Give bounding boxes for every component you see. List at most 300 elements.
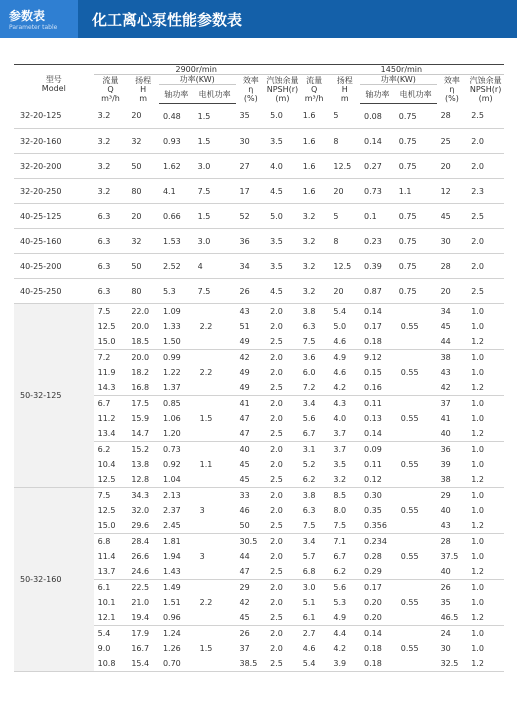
value-line: 1.51 bbox=[162, 598, 181, 607]
value-cell bbox=[437, 626, 468, 672]
motor-power-cell: 0.55 bbox=[395, 442, 437, 488]
value-line: 38.5 bbox=[239, 659, 258, 668]
table-row bbox=[14, 488, 504, 534]
value-cell: 3.2 bbox=[94, 129, 128, 154]
flow-unit-2: m³/h bbox=[304, 93, 324, 103]
value-cell: 0.93 bbox=[159, 129, 194, 154]
npsh-label: 汽蚀余量 bbox=[266, 75, 299, 85]
value-line: 34 bbox=[440, 307, 451, 316]
grouped-rows bbox=[14, 304, 504, 672]
value-cell bbox=[329, 304, 360, 350]
value-cell: 1.5 bbox=[194, 104, 236, 129]
value-line: 30 bbox=[440, 644, 451, 653]
value-cell: 20 bbox=[437, 154, 468, 179]
motor-power-header: 电机功率 bbox=[194, 85, 236, 104]
value-line: 29 bbox=[440, 491, 451, 500]
value-line: 1.0 bbox=[471, 322, 484, 331]
value-line: 1.0 bbox=[471, 399, 484, 408]
value-cell bbox=[159, 580, 194, 626]
value-cell bbox=[299, 534, 330, 580]
value-cell: 0.87 bbox=[360, 279, 395, 304]
value-cell: 4.5 bbox=[266, 179, 299, 204]
value-line: 40 bbox=[239, 445, 250, 454]
value-line: 6.2 bbox=[302, 475, 316, 484]
eff-symbol: η bbox=[248, 84, 254, 94]
value-cell: 35 bbox=[236, 104, 267, 129]
value-line: 6.3 bbox=[302, 322, 316, 331]
motor-power-cell: 3 bbox=[194, 488, 236, 534]
value-line: 6.1 bbox=[97, 583, 111, 592]
power-header-2: 功率(KW) bbox=[360, 75, 437, 85]
value-cell: 0.48 bbox=[159, 104, 194, 129]
table-header bbox=[14, 65, 504, 104]
value-line: 15.0 bbox=[97, 521, 116, 530]
value-line: 3.0 bbox=[302, 583, 316, 592]
value-cell bbox=[266, 442, 299, 488]
value-line: 4.6 bbox=[333, 337, 347, 346]
value-line: 14.7 bbox=[131, 429, 150, 438]
value-line: 3.8 bbox=[302, 491, 316, 500]
value-cell bbox=[329, 396, 360, 442]
value-cell: 5 bbox=[329, 204, 360, 229]
value-cell bbox=[437, 534, 468, 580]
value-line: 17.9 bbox=[131, 629, 150, 638]
value-cell bbox=[127, 534, 159, 580]
value-line: 2.0 bbox=[270, 445, 283, 454]
value-cell bbox=[127, 580, 159, 626]
value-line: 41 bbox=[440, 414, 451, 423]
value-line: 24 bbox=[440, 629, 451, 638]
value-line: 1.2 bbox=[471, 429, 484, 438]
value-line: 40 bbox=[440, 567, 451, 576]
value-line: 2.5 bbox=[270, 383, 283, 392]
value-line: 0.14 bbox=[364, 429, 382, 438]
value-line: 14.3 bbox=[97, 383, 116, 392]
value-line: 44 bbox=[440, 337, 451, 346]
value-line: 29 bbox=[239, 583, 250, 592]
value-line: 4.0 bbox=[333, 414, 347, 423]
value-cell bbox=[437, 580, 468, 626]
value-line: 1.94 bbox=[162, 552, 181, 561]
speed-header-2900: 2900r/min bbox=[94, 65, 299, 75]
value-line: 0.09 bbox=[364, 445, 382, 454]
value-cell: 4.0 bbox=[266, 154, 299, 179]
value-line: 2.0 bbox=[270, 537, 283, 546]
value-cell bbox=[127, 396, 159, 442]
value-cell bbox=[236, 442, 267, 488]
value-cell: 0.75 bbox=[395, 229, 437, 254]
value-line: 4.2 bbox=[333, 383, 347, 392]
value-line: 29.6 bbox=[131, 521, 150, 530]
value-cell: 3.2 bbox=[94, 154, 128, 179]
value-cell bbox=[94, 442, 128, 488]
value-cell bbox=[94, 396, 128, 442]
value-cell: 3.2 bbox=[299, 204, 330, 229]
flow-header bbox=[94, 75, 128, 104]
motor-power-header-2: 电机功率 bbox=[395, 85, 437, 104]
value-cell: 6.3 bbox=[94, 204, 128, 229]
value-line: 5.3 bbox=[333, 598, 347, 607]
value-cell bbox=[266, 396, 299, 442]
value-line: 42 bbox=[239, 353, 250, 362]
flow-label-2: 流量 bbox=[306, 75, 323, 85]
value-line: 20.0 bbox=[131, 322, 150, 331]
value-cell: 6.3 bbox=[94, 279, 128, 304]
npsh-label-2: 汽蚀余量 bbox=[469, 75, 502, 85]
value-line: 0.18 bbox=[364, 644, 382, 653]
value-line: 1.2 bbox=[471, 613, 484, 622]
value-line: 3.6 bbox=[302, 353, 316, 362]
value-line: 0.11 bbox=[364, 399, 382, 408]
value-line: 2.5 bbox=[270, 567, 283, 576]
value-cell: 5.0 bbox=[266, 204, 299, 229]
value-line: 38 bbox=[440, 353, 451, 362]
value-line: 9.12 bbox=[364, 353, 382, 362]
value-line: 15.2 bbox=[131, 445, 150, 454]
value-line: 26 bbox=[239, 629, 250, 638]
value-cell bbox=[127, 488, 159, 534]
value-cell bbox=[329, 350, 360, 396]
value-cell: 12.5 bbox=[329, 254, 360, 279]
value-cell: 8 bbox=[329, 229, 360, 254]
value-cell bbox=[299, 350, 330, 396]
value-cell: 3.2 bbox=[94, 104, 128, 129]
value-cell bbox=[437, 350, 468, 396]
value-line: 2.0 bbox=[270, 368, 283, 377]
eff-header bbox=[236, 75, 267, 104]
value-cell bbox=[329, 488, 360, 534]
value-line: 0.16 bbox=[364, 383, 382, 392]
speed-header-1450: 1450r/min bbox=[299, 65, 504, 75]
value-cell bbox=[299, 396, 330, 442]
value-cell bbox=[127, 304, 159, 350]
value-line: 47 bbox=[239, 429, 250, 438]
value-line: 1.50 bbox=[162, 337, 181, 346]
value-line: 0.15 bbox=[364, 368, 382, 377]
value-line: 3.7 bbox=[333, 429, 347, 438]
value-line: 1.0 bbox=[471, 552, 484, 561]
value-line: 49 bbox=[239, 337, 250, 346]
value-line: 7.2 bbox=[97, 353, 111, 362]
value-line: 1.04 bbox=[162, 475, 181, 484]
value-line: 6.8 bbox=[97, 537, 111, 546]
value-cell: 3.0 bbox=[194, 229, 236, 254]
value-line: 6.7 bbox=[97, 399, 111, 408]
value-cell bbox=[159, 534, 194, 580]
value-line: 7.5 bbox=[97, 491, 111, 500]
value-cell bbox=[437, 304, 468, 350]
value-cell: 5.3 bbox=[159, 279, 194, 304]
eff-symbol-2: η bbox=[449, 84, 455, 94]
value-line: 45 bbox=[239, 475, 250, 484]
value-line: 1.06 bbox=[162, 414, 181, 423]
value-line: 12.1 bbox=[97, 613, 116, 622]
value-line: 2.5 bbox=[270, 337, 283, 346]
section-tag-label: 参数表 bbox=[9, 9, 46, 23]
value-line: 0.11 bbox=[364, 460, 382, 469]
model-header-cn: 型号 bbox=[45, 75, 62, 85]
value-line: 51 bbox=[239, 322, 250, 331]
value-line: 0.99 bbox=[162, 353, 181, 362]
model-cell: 40-25-250 bbox=[14, 279, 94, 304]
value-line: 1.0 bbox=[471, 644, 484, 653]
value-line: 10.4 bbox=[97, 460, 116, 469]
value-cell: 3.2 bbox=[299, 229, 330, 254]
value-line: 4.3 bbox=[333, 399, 347, 408]
value-line: 45 bbox=[239, 460, 250, 469]
eff-unit: (%) bbox=[243, 93, 258, 103]
table-row bbox=[14, 179, 504, 204]
value-cell bbox=[467, 442, 504, 488]
value-cell bbox=[467, 488, 504, 534]
value-cell: 1.6 bbox=[299, 129, 330, 154]
model-cell: 40-25-160 bbox=[14, 229, 94, 254]
shaft-power-header-2: 轴功率 bbox=[360, 85, 395, 104]
value-line: 1.0 bbox=[471, 506, 484, 515]
value-line: 44 bbox=[239, 552, 250, 561]
value-cell: 3.2 bbox=[299, 279, 330, 304]
value-cell bbox=[467, 626, 504, 672]
value-cell: 7.5 bbox=[194, 179, 236, 204]
value-line: 6.7 bbox=[333, 552, 347, 561]
value-line: 1.26 bbox=[162, 644, 181, 653]
value-cell bbox=[266, 350, 299, 396]
npsh-symbol: NPSH(r) bbox=[266, 84, 299, 94]
value-line: 1.0 bbox=[471, 460, 484, 469]
value-line: 1.49 bbox=[162, 583, 181, 592]
motor-power-cell: 2.2 bbox=[194, 580, 236, 626]
section-tag bbox=[0, 0, 78, 38]
value-line: 2.0 bbox=[270, 353, 283, 362]
value-line: 26.6 bbox=[131, 552, 150, 561]
value-line: 1.0 bbox=[471, 598, 484, 607]
motor-power-cell: 1.5 bbox=[194, 626, 236, 672]
value-line: 5.1 bbox=[302, 598, 316, 607]
value-cell: 0.1 bbox=[360, 204, 395, 229]
flow-symbol: Q bbox=[107, 84, 114, 94]
value-cell: 30 bbox=[437, 229, 468, 254]
value-line: 5.6 bbox=[302, 414, 316, 423]
value-cell bbox=[299, 488, 330, 534]
value-cell bbox=[360, 580, 395, 626]
value-line: 0.17 bbox=[364, 322, 382, 331]
simple-rows bbox=[14, 104, 504, 304]
model-cell: 40-25-200 bbox=[14, 254, 94, 279]
value-line: 8.5 bbox=[333, 491, 347, 500]
value-line: 47 bbox=[239, 414, 250, 423]
value-line: 6.3 bbox=[302, 506, 316, 515]
value-cell: 28 bbox=[437, 104, 468, 129]
value-line: 0.18 bbox=[364, 337, 382, 346]
value-line: 2.0 bbox=[270, 583, 283, 592]
value-line: 12.5 bbox=[97, 506, 116, 515]
value-line: 16.8 bbox=[131, 383, 150, 392]
value-line: 1.2 bbox=[471, 337, 484, 346]
value-cell: 7.5 bbox=[194, 279, 236, 304]
value-cell bbox=[236, 304, 267, 350]
motor-power-cell: 3 bbox=[194, 534, 236, 580]
value-line: 1.0 bbox=[471, 307, 484, 316]
value-line: 6.2 bbox=[97, 445, 111, 454]
value-line: 7.5 bbox=[302, 521, 316, 530]
value-line: 2.0 bbox=[270, 414, 283, 423]
motor-power-cell: 0.55 bbox=[395, 580, 437, 626]
value-line: 2.5 bbox=[270, 659, 283, 668]
value-line: 0.13 bbox=[364, 414, 382, 423]
value-line: 2.0 bbox=[270, 629, 283, 638]
model-cell: 32-20-160 bbox=[14, 129, 94, 154]
value-line: 15.9 bbox=[131, 414, 150, 423]
value-cell bbox=[127, 350, 159, 396]
value-line: 43 bbox=[239, 307, 250, 316]
head-label: 扬程 bbox=[135, 75, 152, 85]
value-line: 1.81 bbox=[162, 537, 181, 546]
value-line: 1.0 bbox=[471, 368, 484, 377]
value-line: 13.4 bbox=[97, 429, 116, 438]
value-cell: 3.2 bbox=[94, 179, 128, 204]
value-line: 7.5 bbox=[302, 337, 316, 346]
value-cell: 27 bbox=[236, 154, 267, 179]
value-cell bbox=[360, 350, 395, 396]
value-cell: 50 bbox=[127, 154, 159, 179]
value-cell bbox=[266, 626, 299, 672]
head-header-2 bbox=[329, 75, 360, 104]
value-cell bbox=[467, 534, 504, 580]
value-cell: 3.5 bbox=[266, 229, 299, 254]
motor-power-cell: 2.2 bbox=[194, 350, 236, 396]
value-line: 40 bbox=[440, 506, 451, 515]
value-cell: 1.6 bbox=[299, 179, 330, 204]
npsh-unit: (m) bbox=[275, 93, 290, 103]
value-line: 38 bbox=[440, 475, 451, 484]
value-cell: 2.0 bbox=[467, 229, 504, 254]
table-row bbox=[14, 204, 504, 229]
motor-power-cell: 0.55 bbox=[395, 396, 437, 442]
value-line: 45 bbox=[239, 613, 250, 622]
value-cell bbox=[467, 350, 504, 396]
value-line: 6.8 bbox=[302, 567, 316, 576]
value-cell: 36 bbox=[236, 229, 267, 254]
value-line: 43 bbox=[440, 521, 451, 530]
value-line: 0.20 bbox=[364, 613, 382, 622]
value-line: 41 bbox=[239, 399, 250, 408]
value-cell bbox=[360, 304, 395, 350]
value-cell: 1.6 bbox=[299, 154, 330, 179]
value-line: 0.234 bbox=[364, 537, 387, 546]
value-line: 24.6 bbox=[131, 567, 150, 576]
value-cell: 0.73 bbox=[360, 179, 395, 204]
value-cell: 50 bbox=[127, 254, 159, 279]
value-line: 4.4 bbox=[333, 629, 347, 638]
value-cell: 20 bbox=[437, 279, 468, 304]
value-line: 3.9 bbox=[333, 659, 347, 668]
value-line: 13.7 bbox=[97, 567, 116, 576]
value-cell bbox=[467, 580, 504, 626]
value-line: 36 bbox=[440, 445, 451, 454]
value-line: 0.70 bbox=[162, 659, 181, 668]
value-line: 2.0 bbox=[270, 399, 283, 408]
eff-unit-2: (%) bbox=[444, 93, 459, 103]
value-cell: 6.3 bbox=[94, 229, 128, 254]
value-line: 32.5 bbox=[440, 659, 459, 668]
value-cell bbox=[266, 580, 299, 626]
value-cell: 2.3 bbox=[467, 179, 504, 204]
motor-power-cell: 0.55 bbox=[395, 350, 437, 396]
value-cell: 32 bbox=[127, 129, 159, 154]
value-line: 3.7 bbox=[333, 445, 347, 454]
value-cell bbox=[236, 396, 267, 442]
value-cell bbox=[329, 580, 360, 626]
value-line: 37.5 bbox=[440, 552, 459, 561]
value-cell bbox=[94, 304, 128, 350]
value-line: 0.96 bbox=[162, 613, 181, 622]
value-line: 2.37 bbox=[162, 506, 181, 515]
value-line: 42 bbox=[440, 383, 451, 392]
value-line: 5.6 bbox=[333, 583, 347, 592]
page-title: 化工离心泵性能参数表 bbox=[92, 11, 243, 29]
value-line: 7.2 bbox=[302, 383, 316, 392]
value-line: 5.7 bbox=[302, 552, 316, 561]
value-line: 1.22 bbox=[162, 368, 181, 377]
table-row bbox=[14, 254, 504, 279]
npsh-header bbox=[266, 75, 299, 104]
value-line: 5.4 bbox=[302, 659, 316, 668]
value-cell: 2.0 bbox=[467, 154, 504, 179]
value-cell: 80 bbox=[127, 279, 159, 304]
value-cell bbox=[159, 350, 194, 396]
value-line: 4.9 bbox=[333, 353, 347, 362]
value-line: 4.6 bbox=[302, 644, 316, 653]
value-cell bbox=[159, 396, 194, 442]
value-cell: 1.6 bbox=[299, 104, 330, 129]
motor-power-cell: 0.55 bbox=[395, 488, 437, 534]
value-line: 46 bbox=[239, 506, 250, 515]
value-line: 1.0 bbox=[471, 629, 484, 638]
value-cell: 0.75 bbox=[395, 104, 437, 129]
value-cell: 5.0 bbox=[266, 104, 299, 129]
value-line: 13.8 bbox=[131, 460, 150, 469]
value-cell: 2.5 bbox=[467, 279, 504, 304]
table-row bbox=[14, 279, 504, 304]
value-cell: 0.75 bbox=[395, 254, 437, 279]
value-line: 11.9 bbox=[97, 368, 116, 377]
value-line: 21.0 bbox=[131, 598, 150, 607]
table-row bbox=[14, 229, 504, 254]
value-line: 12.5 bbox=[97, 322, 116, 331]
value-cell: 0.14 bbox=[360, 129, 395, 154]
motor-power-cell: 1.5 bbox=[194, 396, 236, 442]
motor-power-cell: 0.55 bbox=[395, 626, 437, 672]
value-line: 2.5 bbox=[270, 613, 283, 622]
value-line: 3.2 bbox=[333, 475, 347, 484]
value-cell bbox=[437, 396, 468, 442]
value-line: 5.4 bbox=[97, 629, 111, 638]
value-line: 1.0 bbox=[471, 353, 484, 362]
value-cell bbox=[360, 626, 395, 672]
value-cell: 12 bbox=[437, 179, 468, 204]
value-cell bbox=[94, 534, 128, 580]
value-line: 40 bbox=[440, 429, 451, 438]
npsh-unit-2: (m) bbox=[478, 93, 493, 103]
value-line: 5.2 bbox=[302, 460, 316, 469]
npsh-header-2 bbox=[467, 75, 504, 104]
value-line: 3.8 bbox=[302, 307, 316, 316]
value-line: 1.43 bbox=[162, 567, 181, 576]
value-cell bbox=[437, 442, 468, 488]
value-cell: 0.75 bbox=[395, 154, 437, 179]
value-line: 5.0 bbox=[333, 322, 347, 331]
value-cell: 4 bbox=[194, 254, 236, 279]
